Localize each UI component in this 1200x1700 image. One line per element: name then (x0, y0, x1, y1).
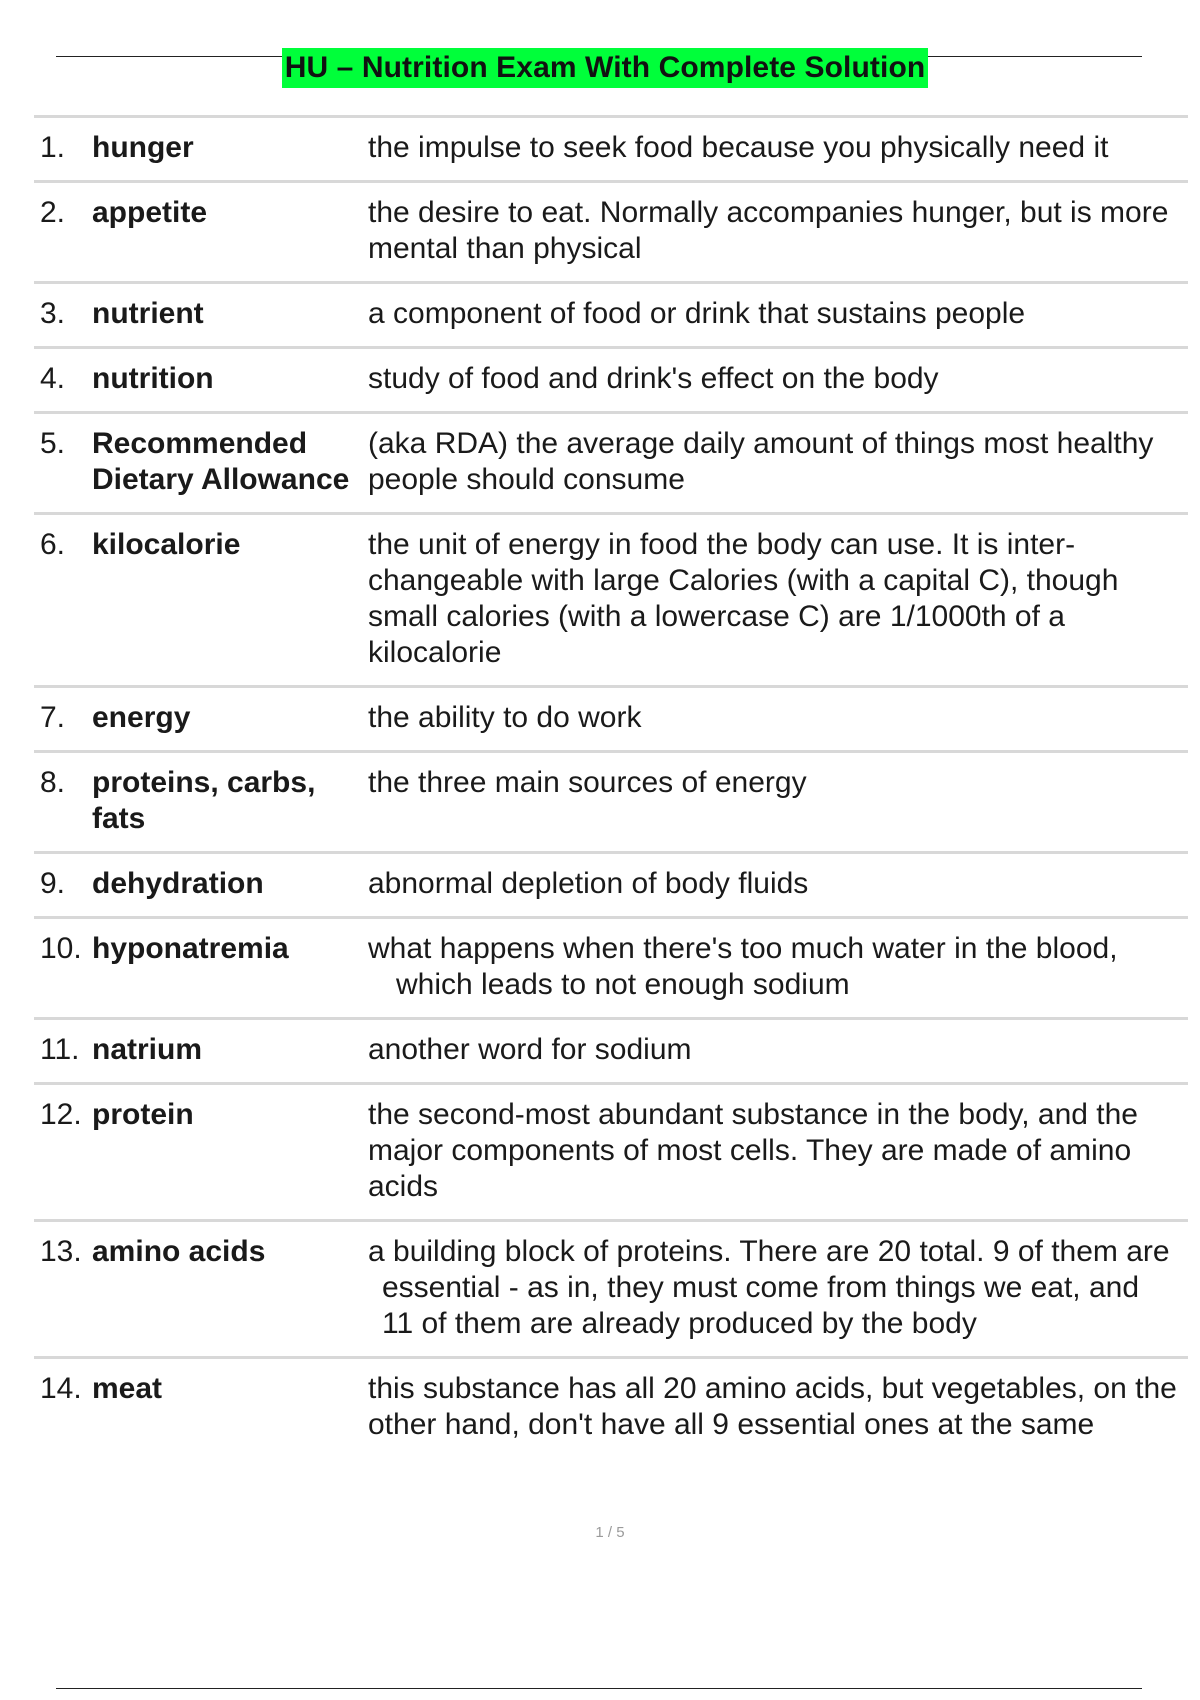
term-number: 2. (40, 196, 66, 229)
footer-rule (56, 1688, 1142, 1689)
term-word: proteins, carbs, fats (92, 766, 316, 835)
term-row (34, 1020, 1188, 1085)
term-row (34, 1085, 1188, 1222)
term-word: energy (92, 701, 191, 734)
terms-table (34, 115, 1188, 1457)
term-row (34, 1359, 1188, 1457)
term-word: kilocalorie (92, 528, 241, 561)
term-number: 3. (40, 297, 66, 330)
term-number: 5. (40, 427, 66, 460)
term-row (34, 919, 1188, 1020)
term-number: 7. (40, 701, 66, 734)
term-row (34, 688, 1188, 753)
term-definition: this substance has all 20 amino acids, but vegetables, on the other hand, don't have all 9 essential ones at the same (368, 1372, 1177, 1441)
term-row (34, 753, 1188, 854)
term-number: 10. (40, 932, 82, 965)
term-definition: a building block of proteins. There are 20 total. 9 of them are essential - as in, they must come from things we eat, and 11 of them are already produced by the body (368, 1235, 1170, 1340)
term-word: protein (92, 1098, 194, 1131)
term-row (34, 515, 1188, 688)
term-word: hunger (92, 131, 194, 164)
term-number: 6. (40, 528, 66, 561)
term-definition: the unit of energy in food the body can use. It is inter-changeable with large Calories (with a capital C), though small calories (with a lowercase C) are 1/1000th of a kilocalorie (368, 528, 1119, 669)
term-number: 4. (40, 362, 66, 395)
term-definition: (aka RDA) the average daily amount of things most healthy people should consume (368, 427, 1154, 496)
term-word: nutrition (92, 362, 214, 395)
term-number: 12. (40, 1098, 82, 1131)
term-word: amino acids (92, 1235, 266, 1268)
term-definition: study of food and drink's effect on the body (368, 362, 939, 395)
term-row (34, 854, 1188, 919)
term-row (34, 414, 1188, 515)
term-definition: a component of food or drink that sustains people (368, 297, 1026, 330)
document-title: HU – Nutrition Exam With Complete Solution (282, 48, 929, 88)
term-number: 8. (40, 766, 66, 799)
term-definition: the second-most abundant substance in the body, and the major components of most cells. They are made of amino acids (368, 1098, 1138, 1203)
term-word: appetite (92, 196, 208, 229)
term-definition: the three main sources of energy (368, 766, 807, 799)
term-definition: the ability to do work (368, 701, 642, 734)
term-word: meat (92, 1372, 163, 1405)
term-word: natrium (92, 1033, 203, 1066)
term-number: 13. (40, 1235, 82, 1268)
term-row (34, 1222, 1188, 1359)
term-definition: the desire to eat. Normally accompanies hunger, but is more mental than physical (368, 196, 1169, 265)
term-definition: what happens when there's too much water in the blood, which leads to not enough sodium (368, 932, 1118, 1001)
term-word: nutrient (92, 297, 204, 330)
term-number: 14. (40, 1372, 82, 1405)
term-word: dehydration (92, 867, 264, 900)
term-row (34, 349, 1188, 414)
term-definition: abnormal depletion of body fluids (368, 867, 809, 900)
term-definition: the impulse to seek food because you physically need it (368, 131, 1109, 164)
term-number: 9. (40, 867, 66, 900)
term-definition: another word for sodium (368, 1033, 692, 1066)
term-number: 11. (40, 1033, 80, 1066)
term-row (34, 183, 1188, 284)
term-number: 1. (40, 131, 66, 164)
term-word: Recommended Dietary Allowance (92, 427, 350, 496)
term-word: hyponatremia (92, 932, 289, 965)
title-container (0, 48, 1200, 88)
term-row (34, 118, 1188, 183)
term-row (34, 284, 1188, 349)
page-indicator: 1 / 5 (595, 1524, 625, 1541)
